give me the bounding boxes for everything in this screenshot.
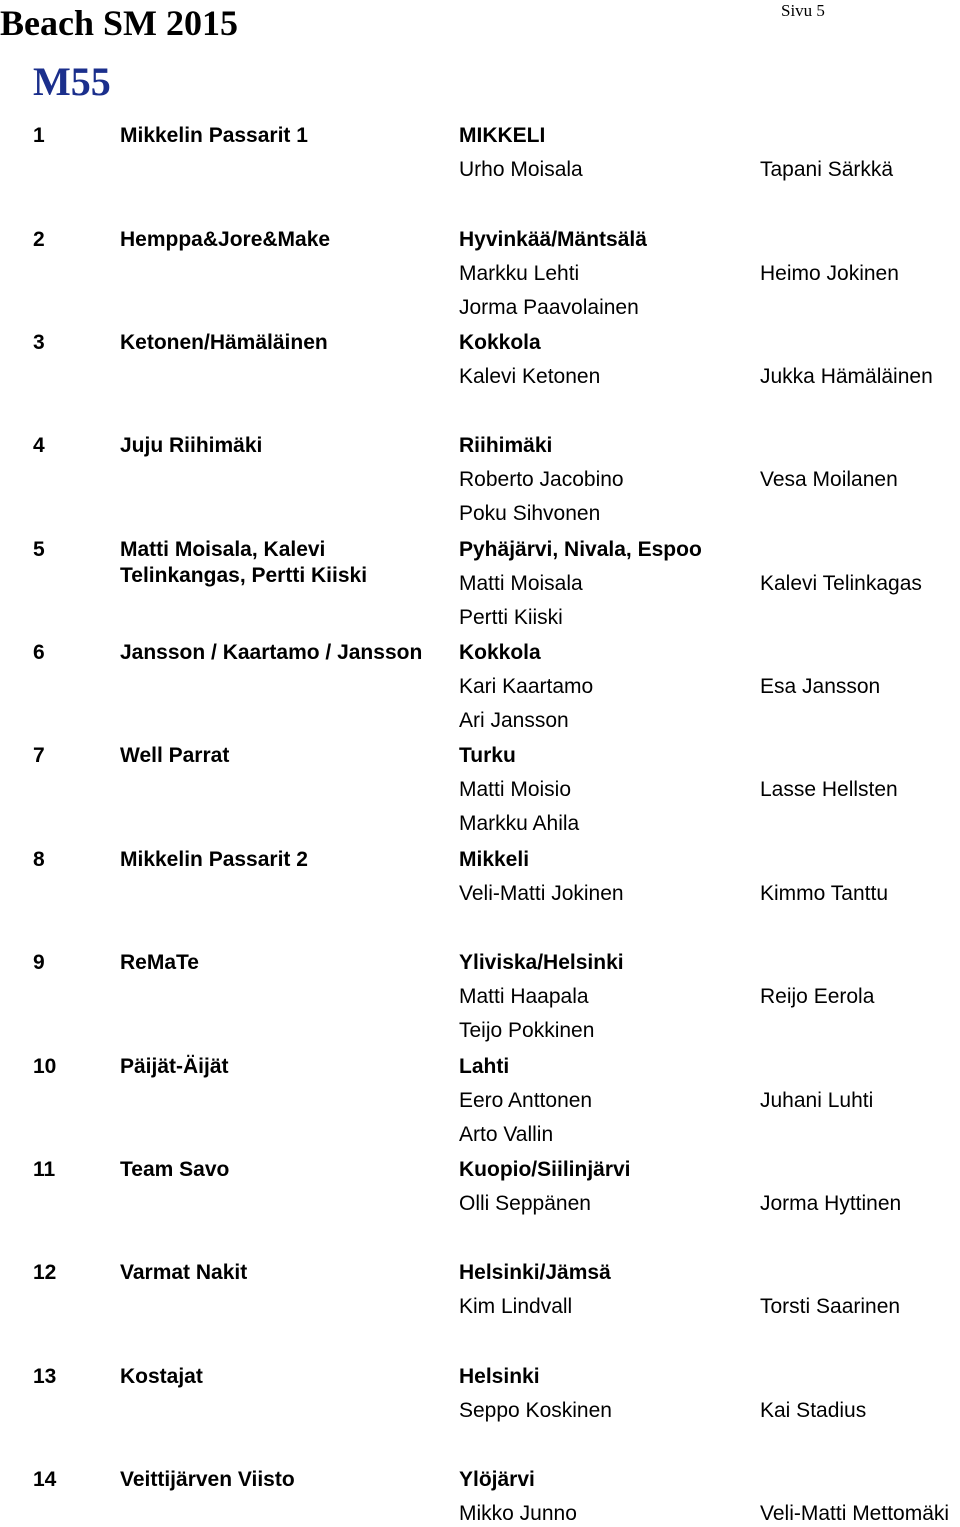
team-town: Mikkeli	[459, 848, 530, 871]
player-name: Kalevi Telinkagas	[760, 572, 922, 595]
team-name: Juju Riihimäki	[120, 434, 263, 457]
player-name: Kim Lindvall	[459, 1295, 573, 1318]
rank-number: 7	[33, 744, 45, 767]
rank-number: 2	[33, 228, 45, 251]
team-name: Hemppa&Jore&Make	[120, 228, 331, 251]
rank-number: 3	[33, 331, 45, 354]
rank-number: 6	[33, 641, 45, 664]
player-name: Urho Moisala	[459, 158, 583, 181]
player-name: Olli Seppänen	[459, 1192, 591, 1215]
team-town: Helsinki	[459, 1365, 540, 1388]
team-name: Kostajat	[120, 1365, 203, 1388]
rank-number: 13	[33, 1365, 57, 1388]
player-name: Arto Vallin	[459, 1123, 554, 1146]
rank-number: 11	[33, 1158, 56, 1181]
player-name: Markku Ahila	[459, 812, 580, 835]
team-town: Turku	[459, 744, 516, 767]
player-name: Teijo Pokkinen	[459, 1019, 595, 1042]
team-name: Jansson / Kaartamo / Jansson	[120, 641, 423, 664]
player-name: Veli-Matti Jokinen	[459, 882, 624, 905]
player-name: Kimmo Tanttu	[760, 882, 888, 905]
rank-number: 12	[33, 1261, 57, 1284]
team-name: Matti Moisala, Kalevi Telinkangas, Pertti Kiiski	[120, 538, 368, 587]
player-name: Mikko Junno	[459, 1502, 577, 1525]
player-name: Matti Moisio	[459, 778, 572, 801]
player-name: Seppo Koskinen	[459, 1399, 612, 1422]
player-name: Lasse Hellsten	[760, 778, 898, 801]
team-town: Kokkola	[459, 641, 541, 664]
player-name: Torsti Saarinen	[760, 1295, 901, 1318]
player-name: Jukka Hämäläinen	[760, 365, 933, 388]
player-name: Vesa Moilanen	[760, 468, 898, 491]
player-name: Roberto Jacobino	[459, 468, 624, 491]
team-town: Hyvinkää/Mäntsälä	[459, 228, 647, 251]
player-name: Ari Jansson	[459, 709, 569, 732]
player-name: Matti Moisala	[459, 572, 583, 595]
player-name: Tapani Särkkä	[760, 158, 894, 181]
team-name: Mikkelin Passarit 2	[120, 848, 308, 871]
team-town: Helsinki/Jämsä	[459, 1261, 611, 1284]
document-title: Beach SM 2015	[0, 3, 238, 43]
player-name: Jorma Hyttinen	[760, 1192, 902, 1215]
player-name: Kalevi Ketonen	[459, 365, 601, 388]
team-name: Well Parrat	[120, 744, 230, 767]
rank-number: 4	[33, 434, 45, 457]
player-name: Matti Haapala	[459, 985, 589, 1008]
team-town: Lahti	[459, 1055, 510, 1078]
player-name: Kari Kaartamo	[459, 675, 594, 698]
page-number: Sivu 5	[781, 1, 825, 20]
player-name: Esa Jansson	[760, 675, 881, 698]
team-town: Kuopio/Siilinjärvi	[459, 1158, 631, 1181]
player-name: Juhani Luhti	[760, 1089, 874, 1112]
category-heading: M55	[33, 59, 111, 104]
rank-number: 10	[33, 1055, 57, 1078]
team-name: Mikkelin Passarit 1	[120, 124, 308, 147]
rank-number: 8	[33, 848, 45, 871]
rank-number: 5	[33, 538, 45, 561]
player-name: Pertti Kiiski	[459, 606, 563, 629]
team-name: ReMaTe	[120, 951, 199, 974]
player-name: Heimo Jokinen	[760, 262, 899, 285]
team-town: Yliviska/Helsinki	[459, 951, 624, 974]
player-name: Kai Stadius	[760, 1399, 867, 1422]
team-town: Ylöjärvi	[459, 1468, 535, 1491]
team-town: Riihimäki	[459, 434, 553, 457]
player-name: Jorma Paavolainen	[459, 296, 639, 319]
player-name: Veli-Matti Mettomäki	[760, 1502, 950, 1525]
rank-number: 1	[33, 124, 45, 147]
team-name: Veittijärven Viisto	[120, 1468, 295, 1491]
team-town: Kokkola	[459, 331, 541, 354]
team-town: Pyhäjärvi, Nivala, Espoo	[459, 538, 702, 561]
team-name: Ketonen/Hämäläinen	[120, 331, 328, 354]
player-name: Markku Lehti	[459, 262, 580, 285]
rank-number: 14	[33, 1468, 57, 1491]
team-name: Team Savo	[120, 1158, 230, 1181]
rank-number: 9	[33, 951, 45, 974]
team-town: MIKKELI	[459, 124, 546, 147]
player-name: Eero Anttonen	[459, 1089, 593, 1112]
player-name: Reijo Eerola	[760, 985, 875, 1008]
player-name: Poku Sihvonen	[459, 502, 601, 525]
team-name: Päijät-Äijät	[120, 1055, 229, 1078]
team-name: Varmat Nakit	[120, 1261, 248, 1284]
